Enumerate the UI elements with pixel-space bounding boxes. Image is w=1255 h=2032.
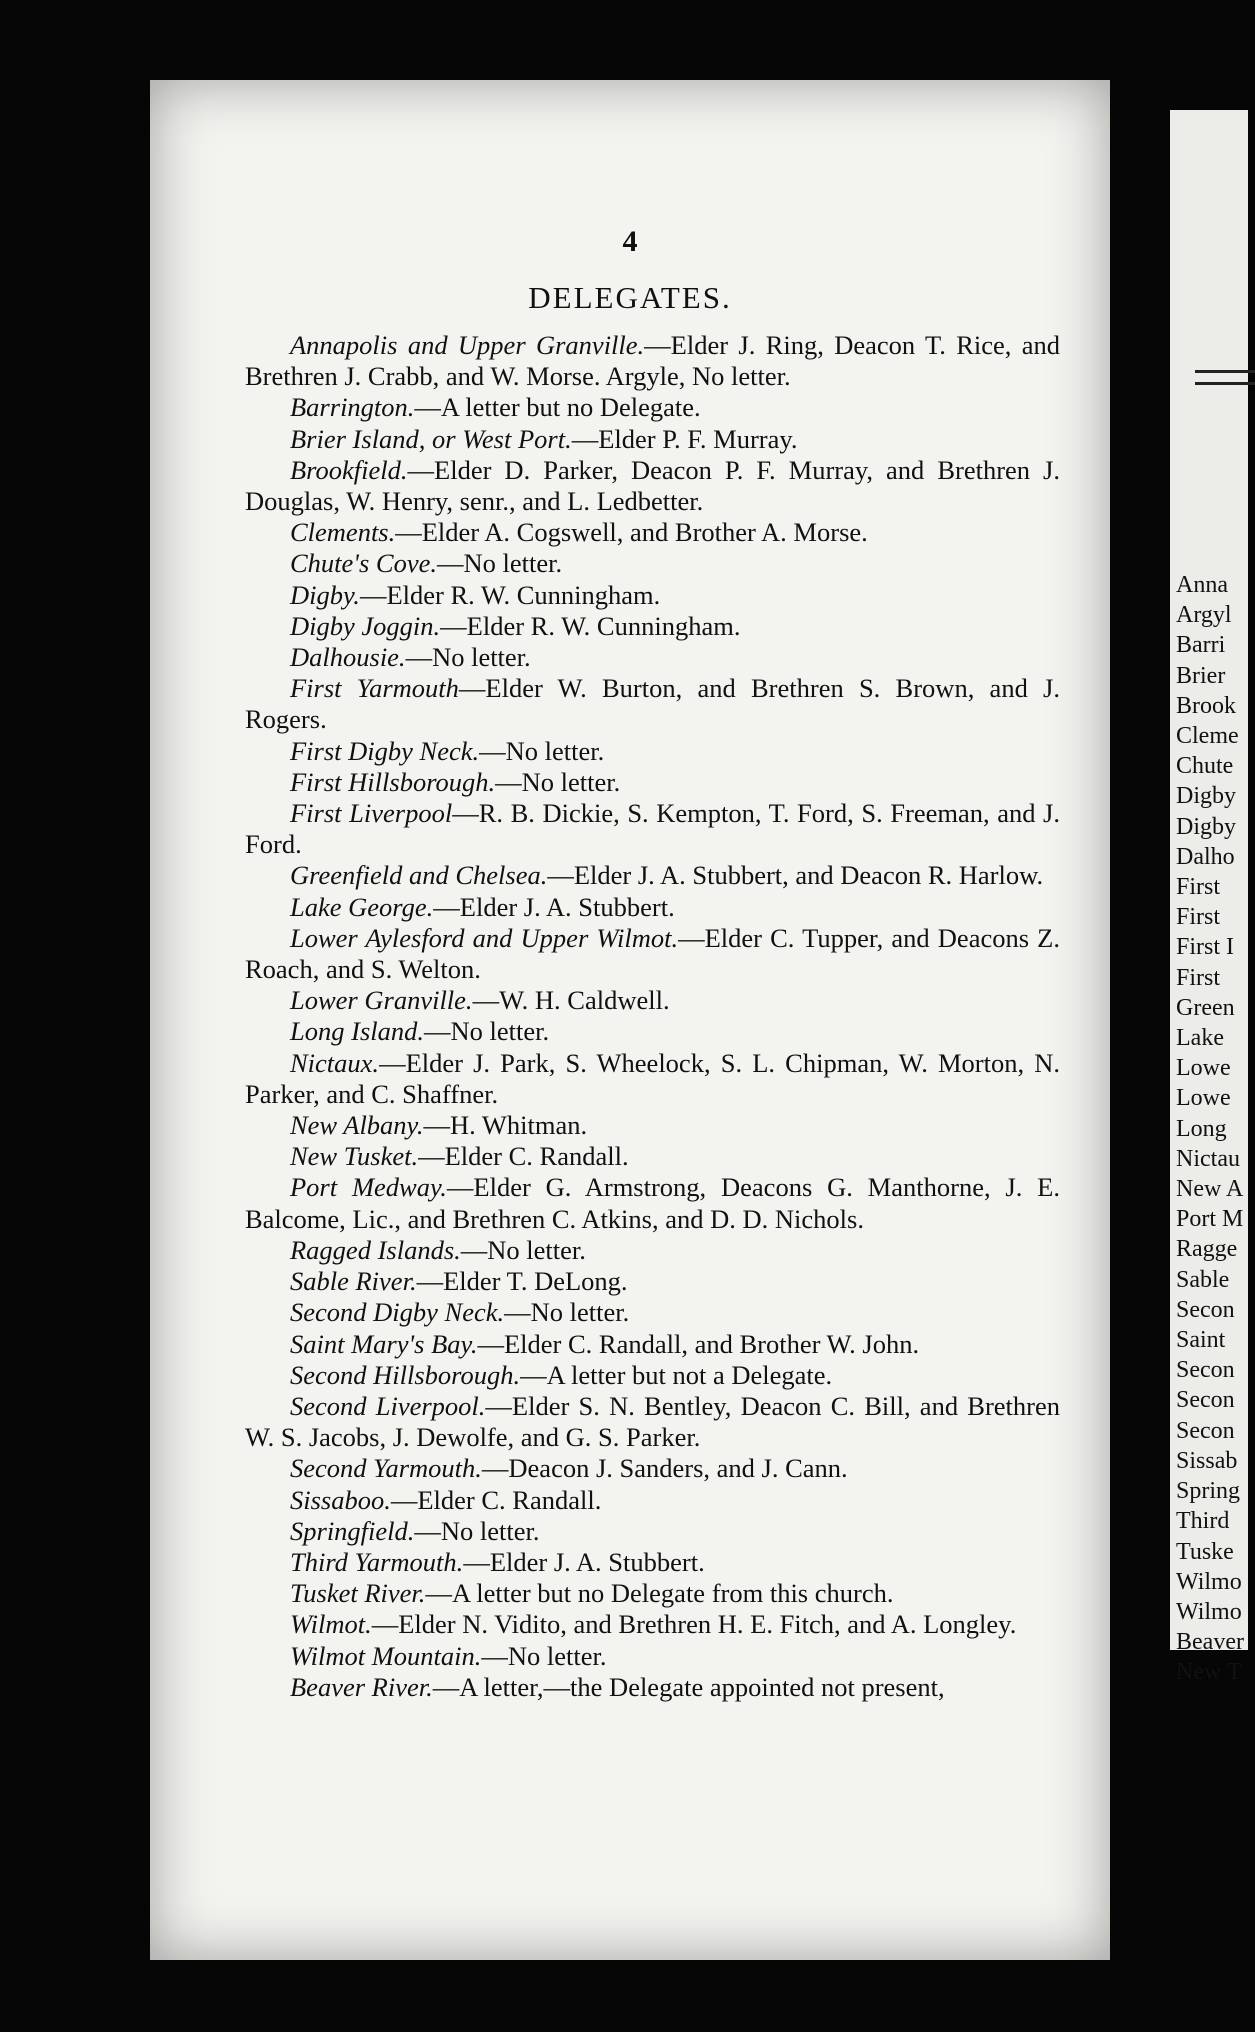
adjacent-page-line: Digby xyxy=(1176,783,1236,810)
delegate-names: —Elder C. Randall. xyxy=(390,1484,602,1515)
adjacent-page-line: Argyl xyxy=(1176,602,1232,629)
delegate-names: —Elder S. N. Bentley, Deacon C. Bill, and Brethren W. S. Jacobs, J. Dewolfe, and G. S. Parker. xyxy=(245,1390,1060,1453)
adjacent-page-line: Port M xyxy=(1176,1206,1244,1233)
delegate-entry xyxy=(245,548,1060,579)
church-name: Lake George. xyxy=(290,891,434,922)
delegate-names: —A letter,—the Delegate appointed not present, xyxy=(432,1671,945,1702)
adjacent-page-line: Saint xyxy=(1176,1327,1226,1354)
delegate-entry xyxy=(245,1016,1060,1047)
delegate-entry xyxy=(245,1641,1060,1672)
adjacent-page-line: Ragge xyxy=(1176,1236,1238,1263)
adjacent-page-line: First xyxy=(1176,904,1221,931)
church-name: First Hillsborough. xyxy=(290,766,496,797)
delegate-entry xyxy=(245,517,1060,548)
adjacent-page-line: New T xyxy=(1176,1659,1242,1686)
delegate-entry xyxy=(245,1110,1060,1141)
church-name: Wilmot Mountain. xyxy=(290,1640,482,1671)
delegate-entry xyxy=(245,1172,1060,1234)
delegate-names: —Elder C. Randall. xyxy=(418,1141,629,1172)
adjacent-page-line: Anna xyxy=(1176,572,1228,598)
church-name: Lower Aylesford and Upper Wilmot. xyxy=(290,922,679,953)
delegate-names: —Elder C. Randall, and Brother W. John. xyxy=(477,1328,920,1359)
church-name: Sissaboo. xyxy=(290,1484,391,1515)
delegate-entry xyxy=(245,1672,1060,1703)
church-name: Greenfield and Chelsea. xyxy=(290,860,548,891)
delegate-names: —Elder W. Burton, and Brethren S. Brown, and J. Rogers. xyxy=(245,673,1060,735)
church-name: Chute's Cove. xyxy=(290,548,437,579)
delegate-names: —A letter but no Delegate from this church. xyxy=(425,1578,894,1609)
church-name: Saint Mary's Bay. xyxy=(290,1328,478,1359)
church-name: First Yarmouth xyxy=(290,673,459,704)
adjacent-page-line: Sissab xyxy=(1176,1447,1238,1474)
page-number: 4 xyxy=(622,225,638,258)
church-name: Sable River. xyxy=(290,1266,417,1297)
adjacent-page-line: First xyxy=(1176,874,1221,901)
church-name: Port Medway. xyxy=(290,1172,447,1203)
delegate-entry xyxy=(245,1048,1060,1110)
adjacent-page-line: New A xyxy=(1176,1176,1244,1203)
church-name: Clements. xyxy=(290,517,396,548)
delegate-entry xyxy=(245,673,1060,735)
adjacent-page-line: Digby xyxy=(1176,813,1236,840)
delegate-names: —H. Whitman. xyxy=(423,1110,588,1141)
delegate-entry xyxy=(245,580,1060,611)
delegate-entry xyxy=(245,1578,1060,1609)
delegate-entry xyxy=(245,1516,1060,1547)
delegate-names: —Elder T. DeLong. xyxy=(416,1266,628,1297)
delegate-entry xyxy=(245,923,1060,985)
delegate-names: —Elder P. F. Murray. xyxy=(571,423,798,454)
adjacent-page-line: Secon xyxy=(1176,1357,1235,1384)
church-name: Long Island. xyxy=(290,1016,424,1047)
adjacent-page-line: Secon xyxy=(1176,1387,1235,1414)
adjacent-page-line: Long xyxy=(1176,1115,1227,1142)
delegate-entry xyxy=(245,1360,1060,1391)
adjacent-page-line: Third xyxy=(1176,1508,1230,1535)
church-name: Barrington. xyxy=(290,392,415,423)
delegate-names: —No letter. xyxy=(504,1297,630,1328)
adjacent-page-line: Lowe xyxy=(1176,1055,1231,1082)
church-name: Tusket River. xyxy=(290,1578,426,1609)
delegate-entry xyxy=(245,1235,1060,1266)
church-name: Second Hillsborough. xyxy=(290,1359,521,1390)
delegate-names: —No letter. xyxy=(460,1234,586,1265)
adjacent-page-line: First I xyxy=(1176,934,1235,961)
adjacent-page-line: Beaver xyxy=(1176,1629,1244,1656)
rule-line xyxy=(1195,370,1255,373)
delegate-entry xyxy=(245,642,1060,673)
delegate-names: —Elder N. Vidito, and Brethren H. E. Fitch, and A. Longley. xyxy=(371,1609,1017,1640)
page-heading: DELEGATES. xyxy=(528,280,732,315)
adjacent-page-line: Lowe xyxy=(1176,1085,1231,1112)
church-name: Second Liverpool. xyxy=(290,1390,486,1421)
delegate-names: —Elder J. Park, S. Wheelock, S. L. Chipman, W. Morton, N. Parker, and C. Shaffner. xyxy=(245,1047,1060,1109)
church-name: New Tusket. xyxy=(290,1141,419,1172)
delegate-entry xyxy=(245,1547,1060,1578)
adjacent-page-line: Secon xyxy=(1176,1296,1235,1323)
church-name: Brookfield. xyxy=(290,454,408,485)
delegate-entry xyxy=(245,736,1060,767)
delegate-entry xyxy=(245,767,1060,798)
delegate-entry xyxy=(245,1453,1060,1484)
delegate-names: —No letter. xyxy=(479,735,605,766)
adjacent-page-line: Spring xyxy=(1176,1478,1241,1505)
delegate-entry xyxy=(245,892,1060,923)
adjacent-page-line: Sable xyxy=(1176,1266,1230,1293)
delegate-entry xyxy=(245,1609,1060,1640)
delegate-names: —Elder J. A. Stubbert. xyxy=(433,891,675,922)
adjacent-page-line: Green xyxy=(1176,994,1235,1021)
church-name: Nictaux. xyxy=(290,1047,380,1078)
delegate-names: —Elder J. Ring, Deacon T. Rice, and Brethren J. Crabb, and W. Morse. Argyle, No letter. xyxy=(245,330,1060,392)
church-name: Beaver River. xyxy=(290,1671,433,1702)
adjacent-page-line: Secon xyxy=(1176,1417,1235,1444)
delegate-names: —No letter. xyxy=(436,548,563,579)
delegate-entry xyxy=(245,985,1060,1016)
church-name: Third Yarmouth. xyxy=(290,1546,464,1577)
delegate-entry xyxy=(245,455,1060,517)
church-name: First Digby Neck. xyxy=(290,735,480,766)
delegate-names: —Elder J. A. Stubbert. xyxy=(463,1546,705,1577)
church-name: New Albany. xyxy=(290,1110,424,1141)
delegate-names: —Elder A. Cogswell, and Brother A. Morse. xyxy=(395,517,868,548)
document-page xyxy=(150,80,1110,1960)
church-name: Second Digby Neck. xyxy=(290,1297,505,1328)
adjacent-page-line: Wilmo xyxy=(1176,1598,1242,1625)
delegate-names: —Elder C. Tupper, and Deacons Z. Roach, and S. Welton. xyxy=(245,922,1060,985)
church-name: Dalhousie. xyxy=(290,642,406,673)
delegate-entry xyxy=(245,424,1060,455)
adjacent-page-line: Brook xyxy=(1176,692,1236,719)
adjacent-page-line: Cleme xyxy=(1176,723,1239,750)
adjacent-page-line: Tuske xyxy=(1176,1538,1234,1565)
delegate-entry xyxy=(245,1297,1060,1328)
delegate-list xyxy=(245,330,1060,1703)
delegate-names: —Elder D. Parker, Deacon P. F. Murray, and Brethren J. Douglas, W. Henry, senr., and L. Ledbetter. xyxy=(245,454,1060,517)
delegate-entry xyxy=(245,860,1060,891)
adjacent-page-line: Dalho xyxy=(1176,843,1235,870)
delegate-names: —No letter. xyxy=(424,1016,550,1047)
adjacent-page-list xyxy=(1176,570,1244,1688)
delegate-names: —Elder G. Armstrong, Deacons G. Manthorne, J. E. Balcome, Lic., and Brethren C. Atkins, and D. D. Nichols. xyxy=(245,1172,1060,1234)
adjacent-page-line: Brier xyxy=(1176,662,1226,689)
delegate-entry xyxy=(245,611,1060,642)
delegate-names: —Elder R. W. Cunningham. xyxy=(440,610,741,641)
church-name: Wilmot. xyxy=(290,1609,372,1640)
church-name: First Liverpool xyxy=(290,798,453,829)
church-name: Digby. xyxy=(290,579,360,610)
delegate-names: —No letter. xyxy=(405,642,531,673)
delegate-entry xyxy=(245,1141,1060,1172)
delegate-entry xyxy=(245,798,1060,860)
adjacent-page-line: Chute xyxy=(1176,753,1234,780)
church-name: Annapolis and Upper Granville. xyxy=(290,330,645,360)
adjacent-page-fragment xyxy=(1170,110,1248,1686)
adjacent-page-line: First xyxy=(1176,964,1221,991)
church-name: Lower Granville. xyxy=(290,985,473,1016)
church-name: Ragged Islands. xyxy=(290,1234,461,1265)
delegate-names: —A letter but not a Delegate. xyxy=(520,1359,833,1390)
delegate-names: —No letter. xyxy=(495,766,621,797)
adjacent-page-line: Lake xyxy=(1176,1025,1224,1052)
delegate-entry xyxy=(245,392,1060,423)
delegate-names: —Elder R. W. Cunningham. xyxy=(359,579,661,610)
adjacent-page-line: Wilmo xyxy=(1176,1568,1242,1595)
delegate-names: —W. H. Caldwell. xyxy=(472,985,670,1016)
rule-line xyxy=(1195,382,1255,385)
delegate-names: —A letter but no Delegate. xyxy=(414,392,701,423)
delegate-entry xyxy=(245,1485,1060,1516)
delegate-names: —Deacon J. Sanders, and J. Cann. xyxy=(481,1453,848,1484)
delegate-names: —No letter. xyxy=(481,1640,607,1671)
church-name: Second Yarmouth. xyxy=(290,1453,482,1484)
delegate-names: —No letter. xyxy=(414,1515,540,1546)
delegate-entry xyxy=(245,330,1060,392)
delegate-entry xyxy=(245,1391,1060,1453)
adjacent-page-line: Barri xyxy=(1176,632,1226,659)
delegate-names: —R. B. Dickie, S. Kempton, T. Ford, S. Freeman, and J. Ford. xyxy=(245,798,1060,860)
church-name: Springfield. xyxy=(290,1515,415,1546)
church-name: Brier Island, or West Port. xyxy=(290,423,572,454)
adjacent-page-line: Nictau xyxy=(1176,1145,1240,1172)
delegate-entry xyxy=(245,1266,1060,1297)
church-name: Digby Joggin. xyxy=(290,610,441,641)
delegate-entry xyxy=(245,1329,1060,1360)
delegate-names: —Elder J. A. Stubbert, and Deacon R. Harlow. xyxy=(547,860,1044,891)
